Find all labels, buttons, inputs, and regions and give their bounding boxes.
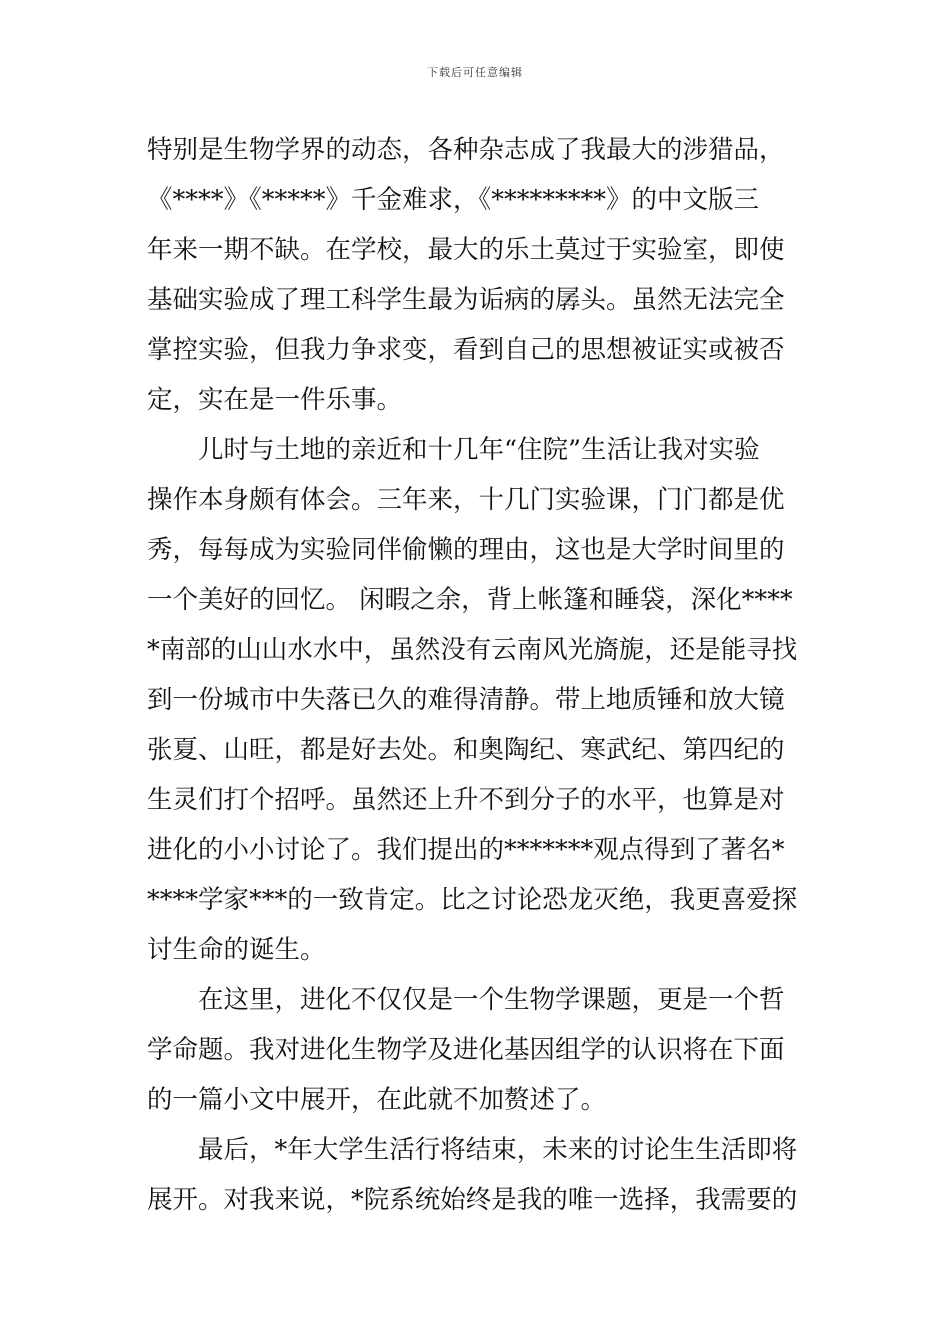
- text-line: 展开。对我来说，*院系统始终是我的唯一选择，我需要的: [147, 1185, 798, 1215]
- text-line: 在这里，进化不仅仅是一个生物学课题，更是一个哲: [147, 985, 785, 1015]
- text-line: 特别是生物学界的动态，各种杂志成了我最大的涉猎品，: [147, 135, 785, 165]
- text-line: 年来一期不缺。在学校，最大的乐土莫过于实验室，即使: [147, 235, 785, 265]
- text-line: 掌控实验，但我力争求变，看到自己的思想被证实或被否: [147, 335, 785, 365]
- text-line: 儿时与土地的亲近和十几年“住院”生活让我对实验: [147, 435, 760, 465]
- text-line: ****学家***的一致肯定。比之讨论恐龙灭绝，我更喜爱探: [147, 885, 798, 915]
- text-line: 学命题。我对进化生物学及进化基因组学的认识将在下面: [147, 1035, 785, 1065]
- text-line: 到一份城市中失落已久的难得清静。带上地质锤和放大镜: [147, 685, 785, 715]
- text-line: 一个美好的回忆。 闲暇之余，背上帐篷和睡袋，深化****: [147, 585, 793, 615]
- text-line: 进化的小小讨论了。我们提出的*******观点得到了著名*: [147, 835, 785, 865]
- text-line: 张夏、山旺，都是好去处。和奥陶纪、寒武纪、第四纪的: [147, 735, 785, 765]
- text-line: *南部的山山水水中，虽然没有云南风光旖旎，还是能寻找: [147, 635, 798, 665]
- text-line: 定，实在是一件乐事。: [147, 385, 403, 415]
- text-line: 的一篇小文中展开，在此就不加赘述了。: [147, 1085, 607, 1115]
- page-header: 下载后可任意编辑: [427, 66, 523, 79]
- text-line: 秀，每每成为实验同伴偷懒的理由，这也是大学时间里的: [147, 535, 785, 565]
- document-body: [147, 125, 817, 1225]
- text-line: 基础实验成了理工科学生最为诟病的孱头。虽然无法完全: [147, 285, 785, 315]
- text-line: 生灵们打个招呼。虽然还上升不到分子的水平，也算是对: [147, 785, 785, 815]
- text-line: 讨生命的诞生。: [147, 935, 326, 965]
- text-line: 操作本身颇有体会。三年来，十几门实验课，门门都是优: [147, 485, 785, 515]
- text-line: 《****》《*****》千金难求，《*********》的中文版三: [147, 185, 760, 215]
- text-line: 最后，*年大学生活行将结束，未来的讨论生生活即将: [147, 1135, 798, 1165]
